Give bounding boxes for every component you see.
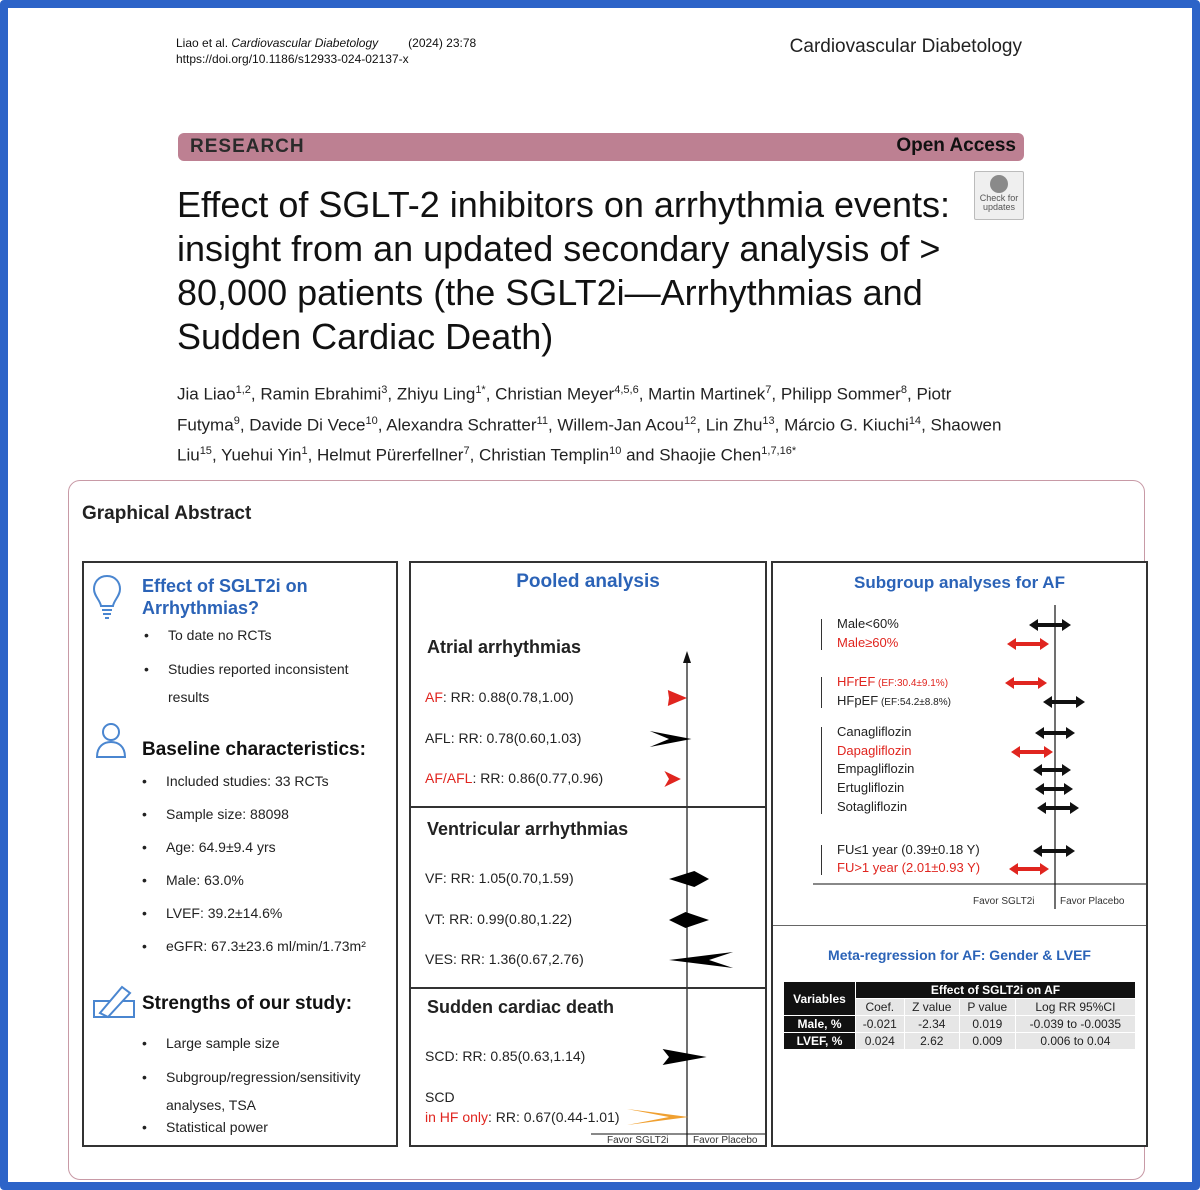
check-for-updates-button[interactable] bbox=[974, 171, 1024, 220]
author-affiliation: 12 bbox=[684, 414, 697, 427]
table-cell: 0.019 bbox=[959, 1016, 1015, 1033]
pooled-heading: Pooled analysis bbox=[516, 571, 660, 592]
baseline-item: • eGFR: 67.3±23.6 ml/min/1.73m² bbox=[142, 938, 366, 954]
subgroup-arrow-head bbox=[1040, 863, 1049, 875]
article-type-banner bbox=[178, 133, 1024, 161]
group-title: Sudden cardiac death bbox=[427, 997, 615, 1017]
author-affiliation: 3 bbox=[381, 384, 388, 396]
subgroup-arrow-head bbox=[1043, 696, 1052, 708]
effect-item: • Studies reported inconsistent results bbox=[144, 661, 349, 705]
subgroup-label: Male<60% bbox=[837, 616, 899, 631]
meta-regression-table bbox=[783, 981, 1136, 1050]
graphical-abstract-title: Graphical Abstract bbox=[82, 503, 252, 524]
author-affiliation: 10 bbox=[365, 414, 378, 427]
lightbulb-icon bbox=[92, 573, 122, 623]
col-header: Log RR 95%CI bbox=[1015, 999, 1135, 1016]
favor-sglt2i-label: Favor SGLT2i bbox=[973, 896, 1035, 907]
group-title: Ventricular arrhythmias bbox=[427, 819, 629, 839]
outcome-name: SCD bbox=[425, 1048, 455, 1064]
favor-placebo-label: Favor Placebo bbox=[1060, 896, 1125, 907]
outcome-name: VF bbox=[425, 870, 443, 886]
subgroup-arrow-head bbox=[1070, 802, 1079, 814]
author-affiliation: 1,2 bbox=[235, 384, 251, 396]
author-affiliation: 11 bbox=[536, 414, 548, 427]
author-name: Piotr Futyma bbox=[177, 384, 952, 435]
scd-hf-label: SCD bbox=[425, 1089, 455, 1105]
col-header: Z value bbox=[904, 999, 959, 1016]
rr-value: : RR: 0.67(0.44-1.01) bbox=[488, 1109, 620, 1125]
group-brace bbox=[821, 677, 822, 708]
table-cell: -2.34 bbox=[904, 1016, 959, 1033]
check-updates-line1: Check for bbox=[979, 193, 1019, 203]
doi-link[interactable]: https://doi.org/10.1186/s12933-024-02137-x bbox=[176, 52, 409, 66]
pooled-analysis-panel bbox=[409, 561, 767, 1147]
author-name: Martin Martinek bbox=[648, 384, 766, 404]
subgroup-heading: Subgroup analyses for AF bbox=[854, 573, 1065, 592]
forest-row-label bbox=[425, 1048, 585, 1064]
article-type: RESEARCH bbox=[190, 136, 305, 157]
summary-panel bbox=[82, 561, 398, 1147]
rr-value: : RR: 0.86(0.77,0.96) bbox=[472, 770, 604, 786]
outcome-name: VT bbox=[425, 911, 442, 927]
author-name: Márcio G. Kiuchi bbox=[784, 415, 909, 435]
subgroup-panel bbox=[771, 561, 1148, 1147]
rr-value: : RR: 0.99(0.80,1.22) bbox=[441, 911, 573, 927]
baseline-item: • Male: 63.0% bbox=[142, 872, 244, 888]
forest-row-label bbox=[425, 689, 574, 705]
group-brace bbox=[821, 845, 822, 875]
subgroup-label: Ertugliflozin bbox=[837, 780, 905, 795]
baseline-item: • Sample size: 88098 bbox=[142, 806, 289, 822]
rr-value: : RR: 0.78(0.60,1.03) bbox=[450, 730, 582, 746]
col-header: P value bbox=[959, 999, 1015, 1016]
subgroup-note: (EF:30.4±9.1%) bbox=[875, 678, 949, 689]
baseline-item: • Included studies: 33 RCTs bbox=[142, 773, 329, 789]
group-brace bbox=[821, 727, 822, 814]
scd-hf-subgroup: in HF only bbox=[425, 1109, 489, 1125]
table-cell: -0.021 bbox=[855, 1016, 904, 1033]
author-list: Jia Liao$^{1,2}$, Ramin Ebrahimi$^3$, Zhiyu Ling$^{1*}$, Christian Meyer$^{4,5,6}$, Martin Martinek$^7$, Philipp Sommer$^8$, Piotr Futyma$^9$, Davide Di Vece$^{10}$, Alexandra Schratter$^{11}$, Willem-Jan Acou$^{12}$, Lin Zhu$^{13}$, Márcio G. Kiuchi$^{14}$, Shaowen Liu$^{15}$, Yuehui Yin$^1$, Helmut Pürerfellner$^7$, Christian Templin$^{10}$ and Shaojie Chen$^{1,7,16*}$ bbox=[177, 384, 1002, 465]
subgroup-arrow-head bbox=[1038, 677, 1047, 689]
forest-row-label bbox=[425, 951, 584, 967]
subgroup-arrow-head bbox=[1029, 619, 1038, 631]
subgroup-arrow-head bbox=[1005, 677, 1014, 689]
section-divider bbox=[411, 806, 765, 808]
strength-item: • Large sample size bbox=[142, 1035, 280, 1051]
table-cell: -0.039 to -0.0035 bbox=[1015, 1016, 1135, 1033]
author-affiliation: 15 bbox=[199, 445, 212, 458]
author-name: Lin Zhu bbox=[705, 415, 763, 435]
author-affiliation: 7 bbox=[463, 445, 470, 458]
subgroup-label: Canagliflozin bbox=[837, 724, 912, 739]
subgroup-label: Empagliflozin bbox=[837, 761, 915, 776]
effect-item: • To date no RCTs bbox=[144, 627, 272, 643]
subgroup-label: FU>1 year (2.01±0.93 Y) bbox=[837, 860, 981, 875]
citation bbox=[176, 35, 476, 67]
variables-header: Variables bbox=[784, 982, 856, 1016]
scd-hf-label bbox=[425, 1109, 620, 1125]
table-cell: 2.62 bbox=[904, 1033, 959, 1050]
subgroup-label: Male≥60% bbox=[837, 635, 899, 650]
subgroup-arrow-head bbox=[1040, 638, 1049, 650]
strengths-heading: Strengths of our study: bbox=[142, 993, 353, 1014]
subgroup-arrow-head bbox=[1033, 845, 1042, 857]
pencil-icon bbox=[92, 981, 136, 1021]
strength-item: • Subgroup/regression/sensitivity analyses, TSA bbox=[142, 1069, 361, 1113]
subgroup-note: (EF:54.2±8.8%) bbox=[878, 697, 951, 708]
col-header: Coef. bbox=[855, 999, 904, 1016]
citation-journal: Cardiovascular Diabetology bbox=[231, 36, 379, 50]
subgroup-arrow-head bbox=[1064, 783, 1073, 795]
check-updates-line2: updates bbox=[982, 202, 1016, 212]
meta-regression-title: Meta-regression for AF: Gender & LVEF bbox=[828, 947, 1091, 963]
subgroup-arrow-head bbox=[1037, 802, 1046, 814]
subgroup-arrow-head bbox=[1009, 863, 1018, 875]
forest-diamond bbox=[669, 952, 733, 968]
subgroup-arrow-head bbox=[1066, 845, 1075, 857]
rr-value: : RR: 0.88(0.78,1.00) bbox=[442, 689, 574, 705]
author-name: Helmut Pürerfellner bbox=[317, 445, 464, 465]
citation-authors: Liao et al. bbox=[176, 36, 229, 50]
subgroup-label: Dapagliflozin bbox=[837, 743, 912, 758]
forest-row-label bbox=[425, 730, 581, 746]
author-name: Christian Meyer bbox=[495, 384, 615, 404]
subgroup-arrow-head bbox=[1062, 764, 1071, 776]
author-affiliation: 14 bbox=[908, 414, 922, 427]
author-affiliation: 8 bbox=[900, 384, 907, 396]
subgroup-arrow-head bbox=[1033, 764, 1042, 776]
baseline-item: • Age: 64.9±9.4 yrs bbox=[142, 839, 276, 855]
table-cell: 0.006 to 0.04 bbox=[1015, 1033, 1135, 1050]
effect-header: Effect of SGLT2i on AF bbox=[855, 982, 1135, 999]
author-name: Alexandra Schratter bbox=[386, 415, 537, 435]
strength-item: • Statistical power bbox=[142, 1119, 268, 1135]
author-name: Shaowen Liu bbox=[177, 415, 1002, 465]
panel-divider bbox=[773, 925, 1146, 926]
row-header: LVEF, % bbox=[784, 1033, 856, 1050]
forest-diamond bbox=[669, 912, 709, 928]
author-affiliation: 1 bbox=[301, 445, 308, 458]
subgroup-label: Sotagliflozin bbox=[837, 799, 908, 814]
subgroup-arrow-head bbox=[1062, 619, 1071, 631]
author-affiliation: 1,7,16* bbox=[761, 445, 797, 458]
open-access-label: Open Access bbox=[896, 135, 1016, 156]
subgroup-arrow-head bbox=[1076, 696, 1085, 708]
subgroup-arrow-head bbox=[1011, 746, 1020, 758]
subgroup-label: HFrEF (EF:30.4±9.1%) bbox=[837, 674, 949, 689]
author-affiliation: 10 bbox=[609, 445, 622, 458]
section-divider bbox=[411, 987, 765, 989]
author-affiliation: 4,5,6 bbox=[614, 384, 639, 396]
subgroup-label: HFpEF (EF:54.2±8.8%) bbox=[837, 693, 951, 708]
outcome-name: AF bbox=[425, 689, 443, 705]
author-affiliation: 9 bbox=[233, 414, 240, 427]
author-name: Ramin Ebrahimi bbox=[260, 384, 382, 404]
favor-placebo-label: Favor Placebo bbox=[693, 1135, 758, 1146]
rr-value: : RR: 0.85(0.63,1.14) bbox=[454, 1048, 586, 1064]
table-cell: 0.024 bbox=[855, 1033, 904, 1050]
citation-year: (2024) 23:78 bbox=[408, 36, 477, 50]
baseline-heading: Baseline characteristics: bbox=[142, 739, 366, 760]
author-name: Philipp Sommer bbox=[780, 384, 901, 404]
row-header: Male, % bbox=[784, 1016, 856, 1033]
subgroup-arrow-head bbox=[1044, 746, 1053, 758]
forest-diamond bbox=[669, 871, 709, 887]
author-affiliation: 1* bbox=[475, 384, 486, 396]
subgroup-arrow-head bbox=[1035, 727, 1044, 739]
forest-diamond bbox=[627, 1109, 689, 1125]
subgroup-arrow-head bbox=[1007, 638, 1016, 650]
forest-diamond bbox=[650, 731, 692, 747]
forest-row-label bbox=[425, 770, 603, 786]
check-updates-icon bbox=[990, 175, 1008, 193]
person-icon bbox=[94, 721, 128, 759]
author-name: Zhiyu Ling bbox=[396, 384, 476, 404]
author-affiliation: 7 bbox=[765, 384, 772, 396]
forest-diamond bbox=[664, 771, 681, 787]
favor-sglt2i-label: Favor SGLT2i bbox=[607, 1135, 669, 1146]
forest-row-label bbox=[425, 911, 572, 927]
subgroup-label: FU≤1 year (0.39±0.18 Y) bbox=[837, 842, 980, 857]
group-brace bbox=[821, 619, 822, 650]
article-title: Effect of SGLT-2 inhibitors on arrhythmia events: insight from an updated secondary analysis of > 80,000 patients (the SGLT2i—Arrhythmias and Sudden Cardiac Death) bbox=[177, 184, 951, 357]
effect-heading: Effect of SGLT2i on Arrhythmias? bbox=[142, 576, 308, 618]
author-name: Shaojie Chen bbox=[659, 445, 762, 465]
rr-value: : RR: 1.05(0.70,1.59) bbox=[442, 870, 574, 886]
journal-name: Cardiovascular Diabetology bbox=[789, 36, 1022, 57]
author-name: Jia Liao bbox=[177, 384, 236, 404]
subgroup-arrow-head bbox=[1035, 783, 1044, 795]
forest-diamond bbox=[663, 1049, 707, 1065]
reference-arrow-icon bbox=[683, 651, 691, 663]
outcome-name: VES bbox=[425, 951, 454, 967]
group-title: Atrial arrhythmias bbox=[427, 637, 582, 657]
outcome-name: AF/AFL bbox=[425, 770, 473, 786]
table-cell: 0.009 bbox=[959, 1033, 1015, 1050]
author-affiliation: 13 bbox=[762, 414, 775, 427]
subgroup-arrow-head bbox=[1066, 727, 1075, 739]
author-name: Christian Templin bbox=[479, 445, 610, 465]
outcome-name: AFL bbox=[425, 730, 451, 746]
forest-row-label bbox=[425, 870, 574, 886]
rr-value: : RR: 1.36(0.67,2.76) bbox=[453, 951, 584, 967]
author-name: Davide Di Vece bbox=[249, 415, 366, 435]
author-name: Willem-Jan Acou bbox=[557, 415, 684, 435]
baseline-item: • LVEF: 39.2±14.6% bbox=[142, 905, 283, 921]
forest-diamond bbox=[668, 690, 687, 706]
author-name: Yuehui Yin bbox=[221, 445, 302, 465]
